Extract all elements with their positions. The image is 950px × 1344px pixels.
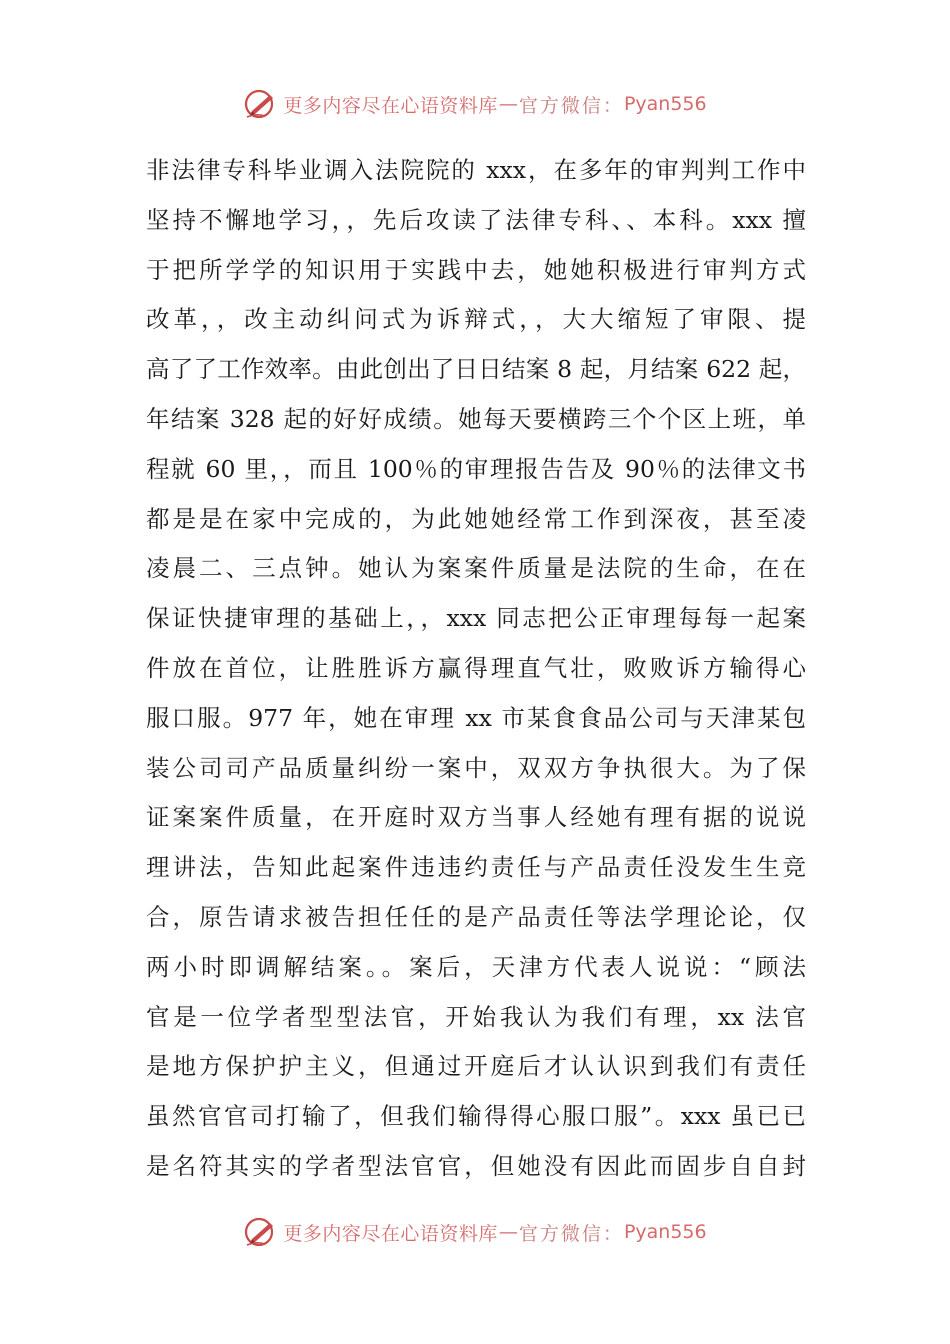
banner-wechat-id: Pyan556: [623, 93, 707, 115]
text-line: 坚持不懈地学习，，先后攻读了法律专科、、本科。xxx 擅: [146, 205, 806, 234]
text-line: 证案案件质量，在开庭时双方当事人经她有理有据的说说: [146, 803, 806, 832]
text-line: 高了了工作效率。由此创出了日日结案 8 起，月结案 622 起，: [146, 355, 806, 384]
document-body: [146, 146, 806, 1192]
text-line: 理讲法，告知此起案件违违约责任与产品责任没发生生竞: [146, 853, 806, 882]
pen-logo-icon: [243, 87, 279, 121]
text-line: 服口服。977 年，她在审理 xx 市某食食品公司与天津某包: [146, 703, 806, 732]
text-line: 两小时即调解结案。。案后，天津方代表人说说：“顾法: [146, 952, 806, 981]
banner-separator: —: [498, 1221, 518, 1243]
text-line: 年结案 328 起的好好成绩。她每天要横跨三个个区上班，单: [146, 404, 806, 433]
banner-main-text: 更多内容尽在心语资料库: [283, 1222, 498, 1245]
text-line: 是地方保护护主义，但通过开庭后才认认识到我们有责任: [146, 1052, 806, 1081]
text-line: 非法律专科毕业调入法院院的 xxx，在多年的审判判工作中: [146, 156, 806, 184]
text-line: 合，原告请求被告担任任的是产品责任等法学理论论，仅: [146, 902, 806, 931]
banner-main-text: 更多内容尽在心语资料库: [283, 94, 498, 117]
banner-wechat-label: 官方微信：: [518, 1222, 624, 1245]
footer-banner: [0, 1212, 950, 1252]
header-banner: [0, 84, 950, 124]
pen-logo-icon: [243, 1215, 279, 1249]
banner-wechat-label: 官方微信：: [518, 94, 624, 117]
text-line: 都是是在家中完成的，为此她她经常工作到深夜，甚至凌: [146, 504, 806, 533]
text-line: 保证快捷审理的基础上，，xxx 同志把公正审理每每一起案: [146, 604, 806, 633]
text-line: 虽然官官司打输了，但我们输得得心服口服”。xxx 虽已已: [146, 1102, 806, 1131]
banner-wechat-id: Pyan556: [623, 1221, 707, 1243]
text-line: 改革，，改主动纠问式为诉辩式，，大大缩短了审限、提: [146, 305, 806, 334]
text-line: 官是一位学者型型法官，开始我认为我们有理，xx 法官: [146, 1002, 806, 1031]
text-line: 是名符其实的学者型法官官，但她没有因此而固步自自封: [146, 1151, 806, 1180]
text-line: 装公司司产品质量纠纷一案中，双双方争执很大。为了保: [146, 753, 806, 782]
banner-separator: —: [498, 93, 518, 115]
text-line: 凌晨二、三点钟。她认为案案件质量是法院的生命，在在: [146, 554, 806, 583]
text-line: 程就 60 里，，而且 100％的审理报告告及 90％的法律文书: [146, 454, 806, 483]
text-line: 于把所学学的知识用于实践中去，她她积极进行审判方式: [146, 255, 806, 284]
text-line: 件放在首位，让胜胜诉方赢得理直气壮，败败诉方输得心: [146, 653, 806, 682]
